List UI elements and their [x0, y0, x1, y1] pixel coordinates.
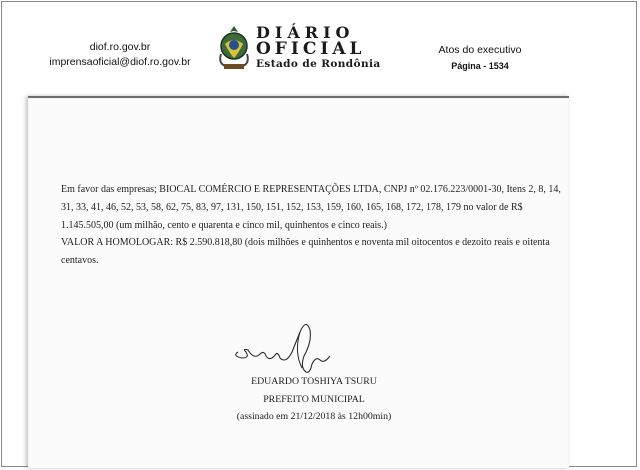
- brand-text: [256, 24, 381, 71]
- header: [0, 0, 640, 96]
- state-crest-icon: [216, 24, 252, 72]
- page-number: Página - 1534: [451, 61, 509, 71]
- email-address[interactable]: imprensaoficial@diof.ro.gov.br: [49, 56, 191, 68]
- signer-title: PREFEITO MUNICIPAL: [263, 393, 365, 405]
- scan-top-edge: [28, 96, 569, 98]
- contact-info: [40, 40, 200, 70]
- paragraph-total: VALOR A HOMOLOGAR: R$ 2.590.818,80 (dois milhões e quinhentos e noventa mil oitocentos e dezoito reais e oitenta centavos.: [61, 237, 550, 267]
- brand-line-1: DIÁRIO: [256, 23, 355, 42]
- brand-line-2: OFICIAL: [256, 39, 366, 59]
- signature-timestamp: (assinado em 21/12/2018 às 12h00min): [236, 411, 392, 422]
- section-label: Atos do executivo: [438, 44, 522, 56]
- page-info: [420, 42, 540, 74]
- handwritten-signature: [220, 312, 370, 382]
- document-body: [61, 181, 571, 270]
- paragraph-companies: Em favor das empresas; BIOCAL COMÉRCIO E REPRESENTAÇÕES LTDA, CNPJ nº 02.176.223/0001-30, Itens 2, 8, 14, 31, 33, 41, 46, 52, 53, 58, 62, 75, 83, 97, 131, 150, 151, 152, 153, 159, 160, 165, 168, 172, 178, 179 no valor de R$ 1.145.505,00 (um milhão, cento e quarenta e cinco mil, quinhentos e cinco reais.): [61, 184, 561, 231]
- signature-block: [204, 373, 424, 426]
- site-url[interactable]: diof.ro.gov.br: [89, 41, 151, 53]
- diario-oficial-logo: [216, 24, 388, 74]
- brand-line-3: Estado de Rondônia: [256, 58, 381, 70]
- signer-name: EDUARDO TOSHIYA TSURU: [251, 376, 377, 387]
